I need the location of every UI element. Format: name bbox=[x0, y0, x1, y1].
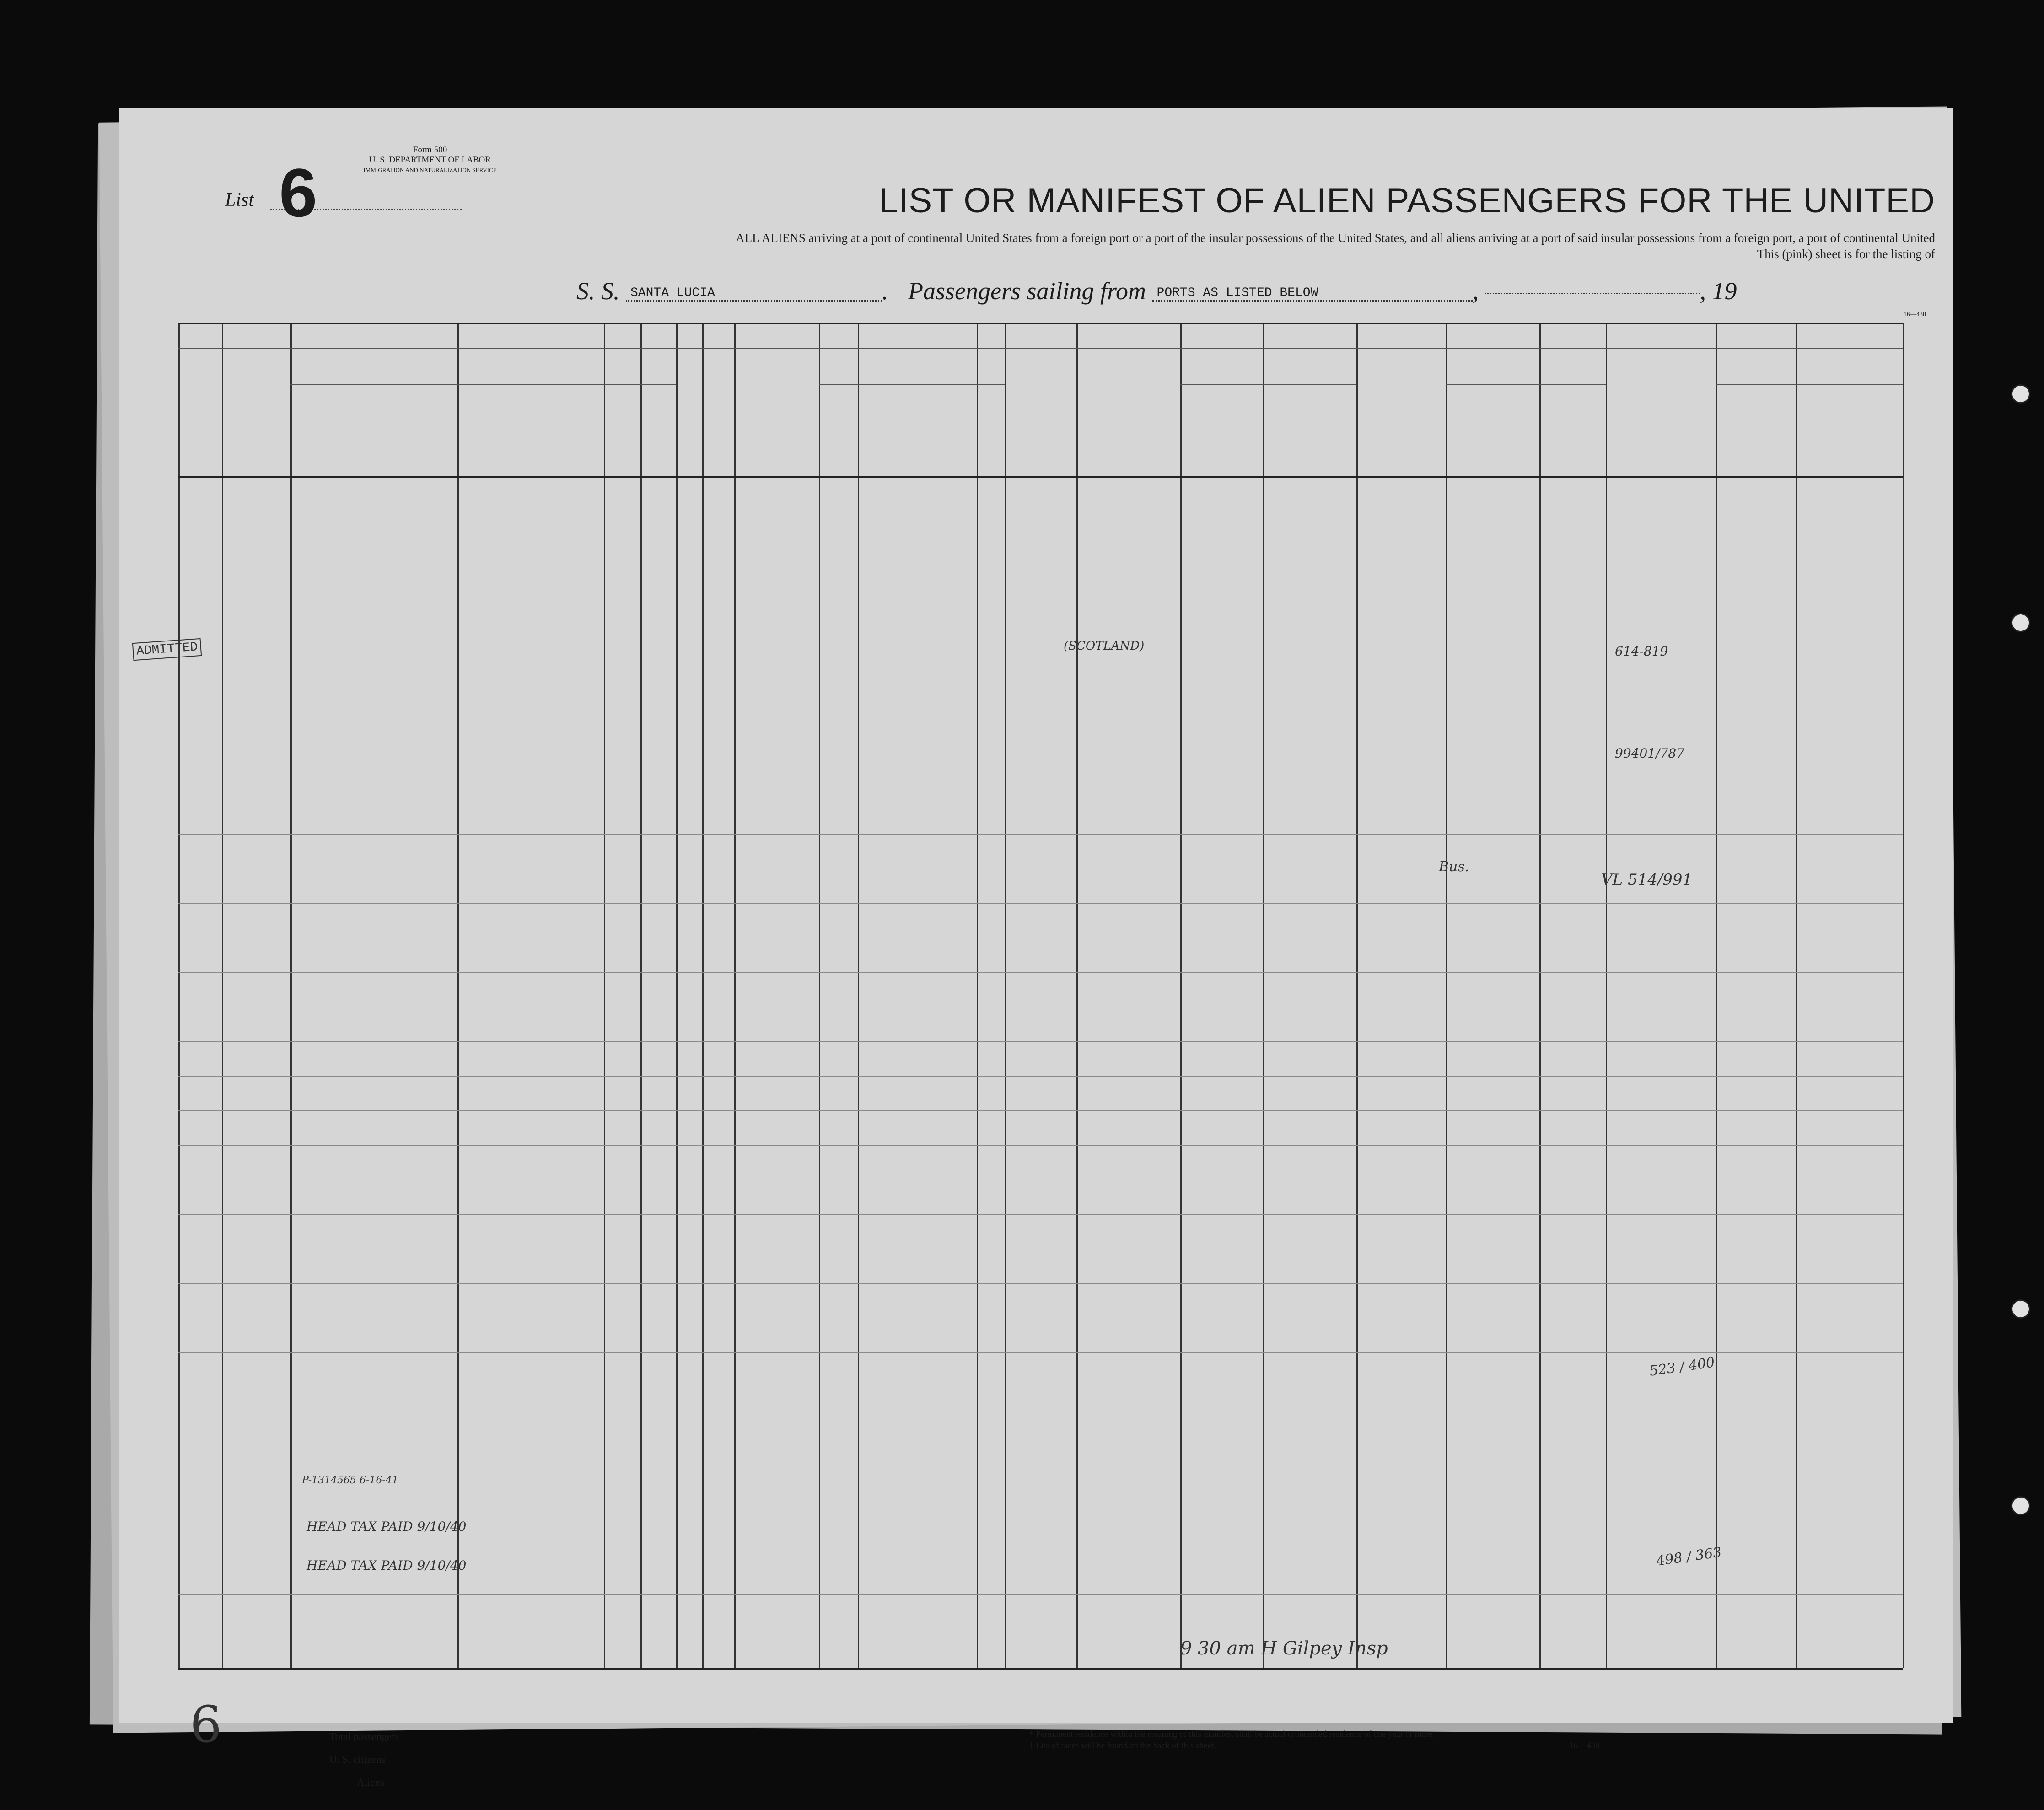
row-rule bbox=[178, 1110, 1903, 1111]
manifest-header bbox=[119, 108, 1953, 318]
footnote-residence: * Permanent residence within the meaning of this manifest shall be actual or intended residence of one year or more. bbox=[1029, 1729, 1435, 1739]
column-divider bbox=[734, 323, 736, 1668]
subheader-rule bbox=[1180, 384, 1356, 385]
ref-614-annotation: 614-819 bbox=[1615, 644, 1668, 659]
subheader-rule bbox=[1446, 384, 1606, 385]
sailing-from: PORTS AS LISTED BELOW bbox=[1152, 286, 1473, 302]
binder-hole bbox=[2011, 1496, 2030, 1515]
binder-hole bbox=[2011, 613, 2030, 632]
column-divider bbox=[676, 323, 678, 1668]
list-label: List bbox=[225, 189, 254, 210]
column-number bbox=[1180, 323, 1356, 346]
column-number bbox=[702, 323, 734, 346]
column-number-rule bbox=[178, 348, 1903, 349]
column-divider bbox=[702, 323, 704, 1668]
column-number bbox=[819, 323, 1005, 346]
column-divider bbox=[1446, 323, 1447, 1668]
column-number bbox=[1606, 323, 1716, 346]
column-number bbox=[1716, 323, 1903, 346]
column-divider bbox=[1076, 323, 1078, 1668]
head-tax-paid-note: HEAD TAX PAID 9/10/40 bbox=[307, 1519, 467, 1534]
list-number: 6 bbox=[279, 154, 317, 231]
column-divider bbox=[457, 323, 459, 1668]
column-divider bbox=[819, 323, 820, 1668]
scotland-annotation: (SCOTLAND) bbox=[1064, 639, 1145, 653]
admitted-stamp: ADMITTED bbox=[132, 638, 202, 661]
table-bottom-rule bbox=[178, 1668, 1903, 1670]
row-rule bbox=[178, 1352, 1903, 1353]
row-rule bbox=[178, 834, 1903, 835]
ship-line: S. S. SANTA LUCIA . Passengers sailing from PORTS AS LISTED BELOW , , 19 bbox=[576, 277, 1737, 305]
column-number bbox=[1076, 323, 1180, 346]
subheader-rule bbox=[290, 384, 604, 385]
sailing-label: Passengers sailing from bbox=[908, 277, 1146, 305]
form-code: 16—430 bbox=[1904, 311, 1926, 318]
subtitle-line-2: This (pink) sheet is for the listing of bbox=[1757, 247, 1935, 261]
column-divider bbox=[1716, 323, 1717, 1668]
column-number bbox=[734, 323, 819, 346]
date-blank bbox=[1485, 293, 1700, 294]
column-number bbox=[676, 323, 702, 346]
column-divider bbox=[640, 323, 642, 1668]
row-rule bbox=[178, 1283, 1903, 1284]
row-rule bbox=[178, 1041, 1903, 1042]
column-divider bbox=[604, 323, 605, 1668]
head-tax-paid-note: HEAD TAX PAID 9/10/40 bbox=[307, 1558, 467, 1573]
row-rule bbox=[178, 1594, 1903, 1595]
binder-hole bbox=[2011, 1299, 2030, 1319]
row-rule bbox=[178, 903, 1903, 904]
footnote-races: † List of races will be found on the back of this sheet. bbox=[1029, 1741, 1216, 1751]
page-title: LIST OR MANIFEST OF ALIEN PASSENGERS FOR THE UNITED bbox=[879, 181, 1935, 220]
header-bottom-rule bbox=[178, 476, 1903, 478]
column-divider bbox=[178, 323, 180, 1668]
inspector-signature: 9 30 am H Gilpey Insp bbox=[1180, 1638, 1388, 1659]
year-prefix: 19 bbox=[1712, 277, 1737, 305]
column-number bbox=[1005, 323, 1076, 346]
passport-number-note: P-1314565 6-16-41 bbox=[302, 1475, 398, 1486]
bureau-label: IMMIGRATION AND NATURALIZATION SERVICE bbox=[363, 167, 497, 173]
column-divider bbox=[1606, 323, 1607, 1668]
aliens-label: Aliens bbox=[357, 1777, 385, 1788]
vl-annotation: VL 514/991 bbox=[1601, 871, 1693, 889]
column-number bbox=[222, 323, 290, 346]
ref-99401-annotation: 99401/787 bbox=[1615, 746, 1684, 761]
subheader-rule bbox=[604, 384, 676, 385]
column-divider bbox=[1539, 323, 1541, 1668]
column-number bbox=[1446, 323, 1606, 346]
column-divider bbox=[1356, 323, 1358, 1668]
column-divider bbox=[1263, 323, 1264, 1668]
column-divider bbox=[1005, 323, 1006, 1668]
manifest-footer bbox=[119, 1677, 1953, 1788]
column-divider bbox=[222, 323, 223, 1668]
column-divider bbox=[1903, 323, 1904, 1668]
ss-label: S. S. bbox=[576, 277, 620, 305]
footer-code: 16—430 bbox=[1569, 1741, 1600, 1751]
ref-523-annotation: 523 / 400 bbox=[1648, 1354, 1716, 1379]
binder-hole bbox=[2011, 384, 2030, 404]
ship-name: SANTA LUCIA bbox=[626, 286, 882, 302]
manifest-page bbox=[119, 108, 1953, 1788]
row-rule bbox=[178, 1145, 1903, 1146]
column-number bbox=[1356, 323, 1446, 346]
subtitle-line-1: ALL ALIENS arriving at a port of continental United States from a foreign port or a port of the insular possessions of the United States, and all aliens arriving at a port of said insular possessions from a foreign port, a port of continental United bbox=[736, 231, 1935, 245]
bus-annotation: Bus. bbox=[1439, 859, 1469, 875]
column-divider bbox=[977, 323, 978, 1668]
ref-498-annotation: 498 / 363 bbox=[1655, 1544, 1723, 1569]
total-passengers-label: Total passengers bbox=[329, 1731, 399, 1742]
column-number bbox=[290, 323, 604, 346]
column-divider bbox=[290, 323, 292, 1668]
department-label: U. S. DEPARTMENT OF LABOR bbox=[369, 155, 491, 165]
column-number bbox=[604, 323, 676, 346]
row-rule bbox=[178, 972, 1903, 973]
column-number bbox=[178, 323, 222, 346]
column-divider bbox=[1796, 323, 1797, 1668]
column-divider bbox=[858, 323, 859, 1668]
column-divider bbox=[1180, 323, 1182, 1668]
row-rule bbox=[178, 1076, 1903, 1077]
form-identifier bbox=[334, 145, 526, 175]
us-citizens-label: U. S. citizens bbox=[329, 1754, 386, 1765]
row-rule bbox=[178, 1214, 1903, 1215]
form-number: Form 500 bbox=[413, 145, 447, 155]
page-mark: 6 bbox=[190, 1695, 222, 1754]
subheader-rule bbox=[819, 384, 1005, 385]
subheader-rule bbox=[1716, 384, 1903, 385]
